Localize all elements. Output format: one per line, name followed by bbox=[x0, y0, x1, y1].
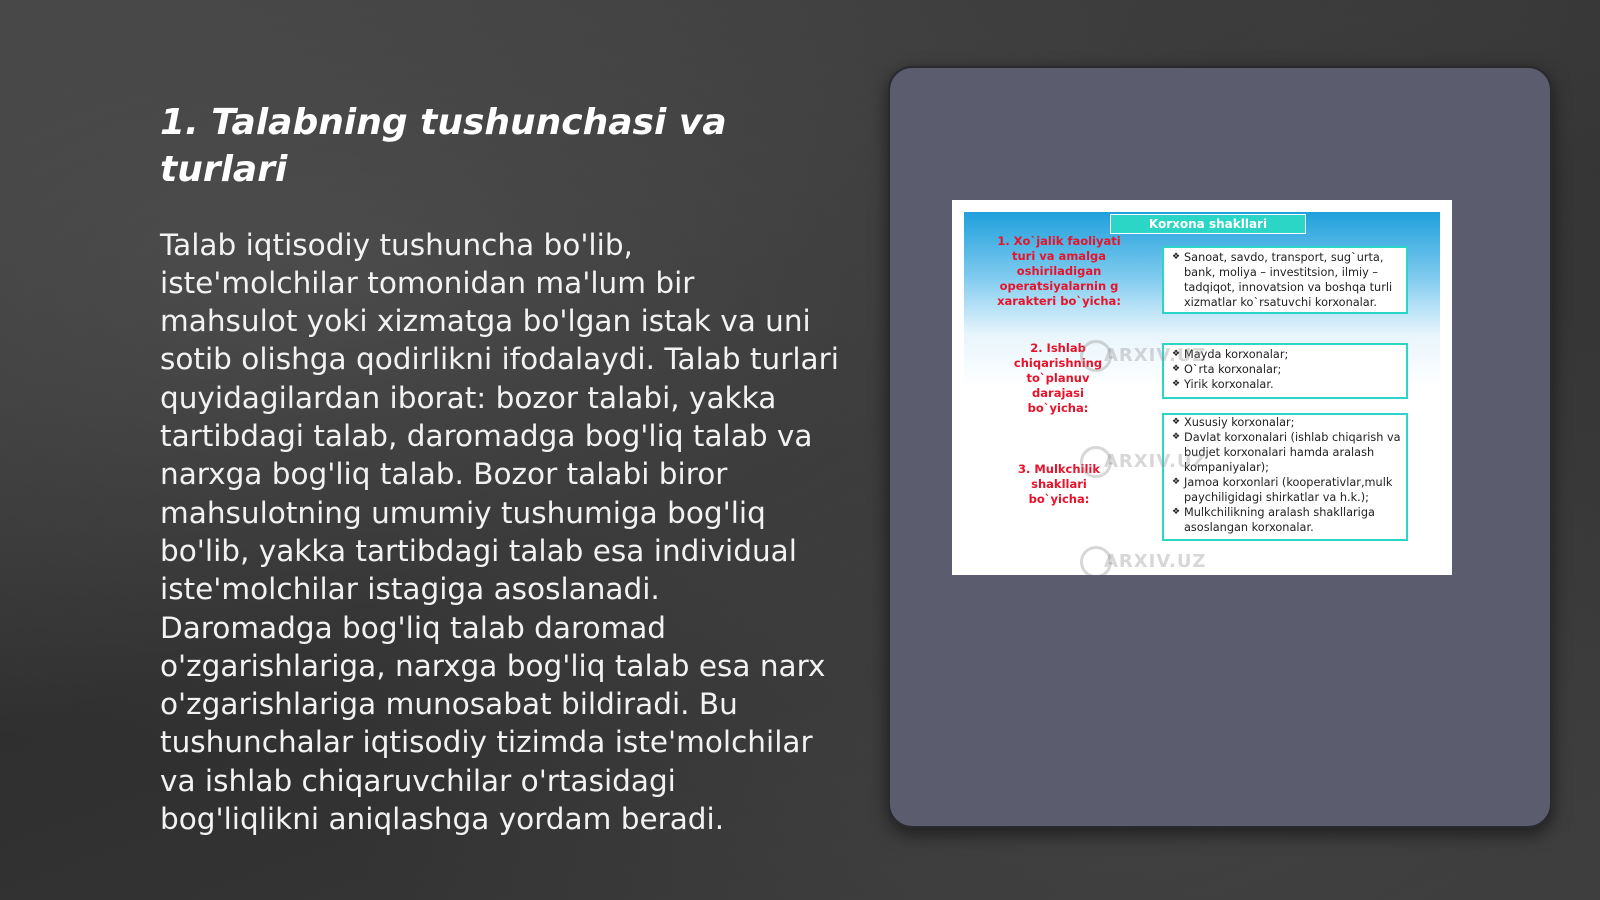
diagram-box-2-item-1: ❖ Mayda korxonalar; bbox=[1184, 347, 1402, 362]
diagram-category-1: 1. Xo`jalik faoliyati turi va amalga oshiriladigan operatsiyalarnin g xarakteri bo`yicha: bbox=[997, 234, 1121, 308]
image-card bbox=[888, 66, 1552, 828]
diagram-box-2-item-2: ❖ O`rta korxonalar; bbox=[1184, 362, 1402, 377]
slide-body-text: Talab iqtisodiy tushuncha bo'lib, iste'molchilar tomonidan ma'lum bir mahsulot yoki xizmatga bo'lgan istak va uni sotib olishga qodirlikni ifodalaydi. Talab turlari quyidagilardan iborat: bozor talabi, yakka tartibdagi talab, daromadga bog'liq talab va narxga bog'liq talab. Bozor talabi biror mahsulotning umumiy tushumiga bog'liq bo'lib, yakka tartibdagi talab esa individual iste'molchilar istagiga asoslanadi. Daromadga bog'liq talab daromad o'zgarishlariga, narxga bog'liq talab esa narx o'zgarishlariga munosabat bildiradi. Bu tushunchalar iqtisodiy tizimda iste'molchilar va ishlab chiqaruvchilar o'rtasidagi bog'liqlikni aniqlashga yordam beradi. bbox=[160, 227, 839, 837]
slide-title: 1. Talabning tushunchasi va turlari bbox=[160, 102, 727, 190]
diagram-image bbox=[952, 200, 1452, 575]
diagram-box-3-item-1: ❖ Xususiy korxonalar; bbox=[1184, 415, 1402, 430]
diagram-box-1-item-1: ❖ Sanoat, savdo, transport, sug`urta, bank, moliya – investitsion, ilmiy – tadqiqot, innovatsion va boshqa turli xizmatlar ko`rsatuvchi korxonalar. bbox=[1184, 250, 1402, 310]
diagram-box-3-item-2: ❖ Davlat korxonalari (ishlab chiqarish va budjet korxonalari hamda aralash kompaniyalar); bbox=[1184, 430, 1402, 475]
text-column bbox=[160, 100, 840, 838]
watermark-2: ARXIV.UZ bbox=[1080, 446, 1206, 478]
diagram-header: Korxona shakllari bbox=[1110, 214, 1306, 234]
diagram-box-3-item-4: ❖ Mulkchilikning aralash shakllariga asoslangan korxonalar. bbox=[1184, 505, 1402, 535]
diagram-box-1 bbox=[1162, 246, 1408, 314]
diagram-box-2-item-3: ❖ Yirik korxonalar. bbox=[1184, 377, 1402, 392]
watermark-1: ARXIV.UZ bbox=[1080, 340, 1206, 372]
diagram-box-3-item-3: ❖ Jamoa korxonlari (kooperativlar,mulk paychiligidagi shirkatlar va h.k.); bbox=[1184, 475, 1402, 505]
watermark-3: ARXIV.UZ bbox=[1080, 546, 1206, 575]
diagram-category-3: 3. Mulkchilik shakllari bo`yicha: bbox=[1017, 462, 1101, 506]
diagram-category-2: 2. Ishlab chiqarishning to`planuv darajasi bo`yicha: bbox=[1013, 341, 1103, 415]
